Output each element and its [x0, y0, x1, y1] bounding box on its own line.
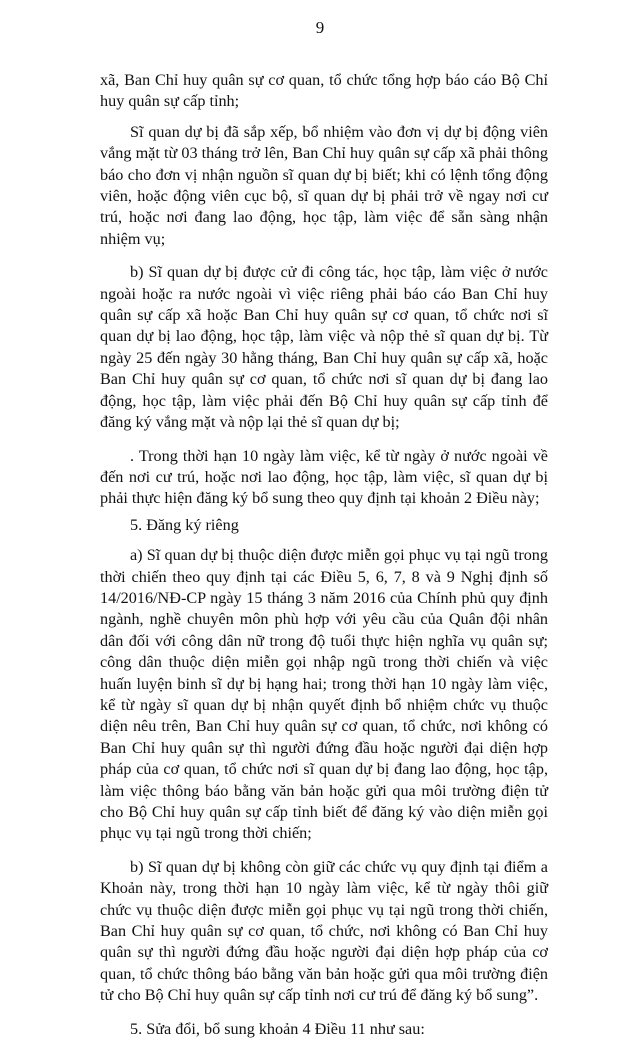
page-number: 9 [315, 18, 325, 37]
paragraph-amendment-clause: 5. Sửa đổi, bổ sung khoản 4 Điều 11 như sau: [130, 1019, 425, 1038]
paragraph-return-registration: . Trong thời hạn 10 ngày làm việc, kể từ ngày ở nước ngoài về đến nơi cư trú, hoặc nơi lao động, học tập, làm việc, sĩ quan dự bị phải thực hiện đăng ký bổ sung theo quy định tại khoản 2 Điều này; [100, 446, 548, 508]
paragraph-absence-notice: Sĩ quan dự bị đã sắp xếp, bổ nhiệm vào đơn vị dự bị động viên vắng mặt từ 03 tháng trở lên, Ban Chỉ huy quân sự cấp xã phải thông báo cho đơn vị nhận nguồn sĩ quan dự bị biết; khi có lệnh tổng động viên, hoặc động viên cục bộ, sĩ quan dự bị phải trở về ngay nơi cư trú, hoặc nơi đang lao động, học tập, làm việc để sẵn sàng nhận nhiệm vụ; [100, 122, 548, 248]
heading-separate-registration: 5. Đăng ký riêng [130, 515, 239, 534]
document-body [100, 70, 548, 1040]
paragraph-point-b-no-longer: b) Sĩ quan dự bị không còn giữ các chức vụ quy định tại điểm a Khoản này, trong thời hạn 10 ngày làm việc, kể từ ngày thôi giữ chức vụ thuộc diện được miễn gọi phục vụ tại ngũ trong thời chiến, Ban Chỉ huy quân sự cơ quan, tổ chức, nơi không có Ban Chỉ huy quân sự thì người đứng đầu hoặc người đại diện hợp pháp của cơ quan, tổ chức thông báo bằng văn bản hoặc gửi qua môi trường điện tử cho Bộ Chỉ huy quân sự cấp tỉnh nơi cư trú để đăng ký bổ sung”. [100, 857, 548, 1005]
paragraph-point-b-abroad: b) Sĩ quan dự bị được cử đi công tác, học tập, làm việc ở nước ngoài hoặc ra nước ngoài vì việc riêng phải báo cáo Ban Chỉ huy quân sự cấp xã hoặc Ban Chỉ huy quân sự cơ quan, tổ chức nơi sĩ quan dự bị lao động, học tập, làm việc và nộp thẻ sĩ quan dự bị. Từ ngày 25 đến ngày 30 hằng tháng, Ban Chỉ huy quân sự cấp xã, hoặc Ban Chỉ huy quân sự cơ quan, tổ chức nơi sĩ quan dự bị đang lao động, học tập, làm việc phải đến Bộ Chỉ huy quân sự cấp tỉnh để đăng ký vắng mặt và nộp lại thẻ sĩ quan dự bị; [100, 263, 548, 432]
paragraph-point-a-exemption: a) Sĩ quan dự bị thuộc diện được miễn gọi phục vụ tại ngũ trong thời chiến theo quy định tại các Điều 5, 6, 7, 8 và 9 Nghị định số 14/2016/NĐ-CP ngày 15 tháng 3 năm 2016 của Chính phủ quy định ngành, nghề chuyên môn phù hợp với yêu cầu của Quân đội nhân dân đối với công dân nữ trong độ tuổi thực hiện nghĩa vụ quân sự; công dân thuộc diện miễn gọi nhập ngũ trong thời chiến và việc huấn luyện binh sĩ dự bị hạng hai; trong thời hạn 10 ngày làm việc, kể từ ngày sĩ quan dự bị nhận quyết định bổ nhiệm chức vụ thuộc diện nêu trên, Ban Chỉ huy quân sự cơ quan, tổ chức, nơi không có Ban Chỉ huy quân sự thì người đứng đầu hoặc người đại diện hợp pháp của cơ quan, tổ chức nơi sĩ quan dự bị đang lao động, học tập, làm việc thông báo bằng văn bản hoặc gửi qua môi trường điện tử cho Bộ Chỉ huy quân sự cấp tỉnh biết để đăng ký vào diện miễn gọi phục vụ tại ngũ trong thời chiến; [100, 546, 548, 843]
paragraph-continuation: xã, Ban Chỉ huy quân sự cơ quan, tổ chức tổng hợp báo cáo Bộ Chỉ huy quân sự cấp tỉnh; [100, 71, 548, 111]
